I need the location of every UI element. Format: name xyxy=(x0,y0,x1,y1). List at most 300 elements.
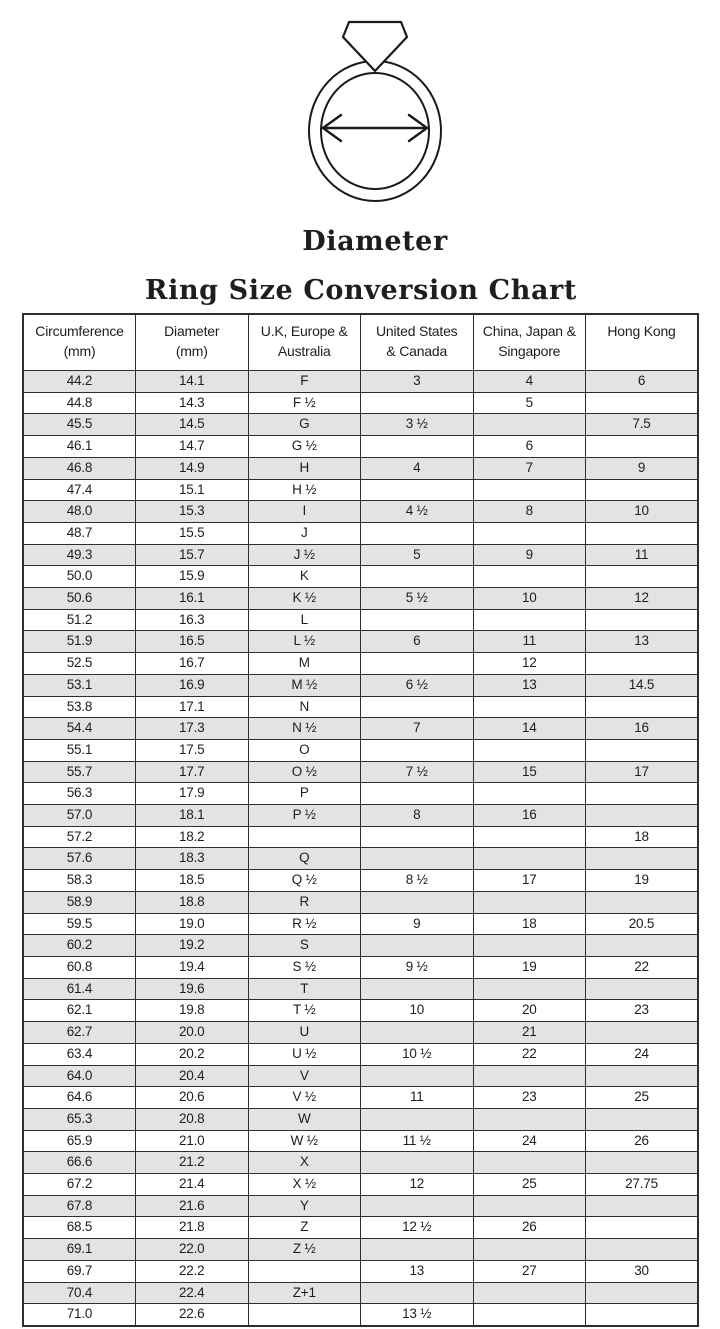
cell: 19.6 xyxy=(136,978,249,1000)
cell: 5 ½ xyxy=(361,588,474,610)
cell: 18.2 xyxy=(136,826,249,848)
cell: 14.3 xyxy=(136,392,249,414)
cell: K ½ xyxy=(248,588,361,610)
table-row xyxy=(23,1195,698,1217)
table-row xyxy=(23,1260,698,1282)
cell xyxy=(473,1065,586,1087)
cell xyxy=(586,848,699,870)
cell xyxy=(586,609,699,631)
cell xyxy=(361,1282,474,1304)
cell: 14.5 xyxy=(586,674,699,696)
cell: 18.1 xyxy=(136,805,249,827)
cell: 4 ½ xyxy=(361,501,474,523)
cell: 58.3 xyxy=(23,870,136,892)
table-row xyxy=(23,739,698,761)
cell: 20.4 xyxy=(136,1065,249,1087)
table-row xyxy=(23,891,698,913)
cell: 19 xyxy=(473,956,586,978)
cell: L ½ xyxy=(248,631,361,653)
cell xyxy=(473,848,586,870)
cell: 64.6 xyxy=(23,1087,136,1109)
cell: 68.5 xyxy=(23,1217,136,1239)
cell: 4 xyxy=(361,457,474,479)
cell: 60.8 xyxy=(23,956,136,978)
cell: P ½ xyxy=(248,805,361,827)
table-row xyxy=(23,1000,698,1022)
cell: 66.6 xyxy=(23,1152,136,1174)
cell: 23 xyxy=(473,1087,586,1109)
cell: 48.0 xyxy=(23,501,136,523)
cell: 11 ½ xyxy=(361,1130,474,1152)
cell: 10 xyxy=(586,501,699,523)
cell xyxy=(586,1282,699,1304)
cell: 6 xyxy=(473,436,586,458)
cell xyxy=(361,653,474,675)
cell: 8 xyxy=(473,501,586,523)
cell: H ½ xyxy=(248,479,361,501)
cell: 64.0 xyxy=(23,1065,136,1087)
cell: 10 xyxy=(361,1000,474,1022)
cell: 16 xyxy=(586,718,699,740)
cell: 20 xyxy=(473,1000,586,1022)
cell xyxy=(248,1260,361,1282)
cell: 7 xyxy=(473,457,586,479)
cell xyxy=(586,1065,699,1087)
cell: F xyxy=(248,371,361,393)
cell xyxy=(586,1022,699,1044)
cell: V ½ xyxy=(248,1087,361,1109)
cell: 13 xyxy=(361,1260,474,1282)
cell: 14.1 xyxy=(136,371,249,393)
cell: 67.8 xyxy=(23,1195,136,1217)
table-row xyxy=(23,1065,698,1087)
cell xyxy=(586,522,699,544)
cell: 46.1 xyxy=(23,436,136,458)
cell: 20.0 xyxy=(136,1022,249,1044)
table-row xyxy=(23,870,698,892)
cell: Z+1 xyxy=(248,1282,361,1304)
table-header xyxy=(23,314,698,371)
cell xyxy=(248,826,361,848)
table-row xyxy=(23,1130,698,1152)
cell: 54.4 xyxy=(23,718,136,740)
cell: 20.6 xyxy=(136,1087,249,1109)
cell xyxy=(361,978,474,1000)
cell: 4 xyxy=(473,371,586,393)
cell: 18.3 xyxy=(136,848,249,870)
cell: 51.2 xyxy=(23,609,136,631)
table-row xyxy=(23,457,698,479)
cell: 9 xyxy=(586,457,699,479)
cell: 18.8 xyxy=(136,891,249,913)
cell xyxy=(473,522,586,544)
cell: W ½ xyxy=(248,1130,361,1152)
table-row xyxy=(23,1239,698,1261)
table-row xyxy=(23,783,698,805)
cell: 63.4 xyxy=(23,1043,136,1065)
cell: 12 xyxy=(586,588,699,610)
cell xyxy=(473,891,586,913)
cell: 11 xyxy=(586,544,699,566)
cell xyxy=(361,1152,474,1174)
cell: 12 ½ xyxy=(361,1217,474,1239)
cell: 19 xyxy=(586,870,699,892)
cell xyxy=(361,826,474,848)
cell: 18.5 xyxy=(136,870,249,892)
cell xyxy=(473,1304,586,1326)
cell xyxy=(361,1065,474,1087)
cell xyxy=(586,696,699,718)
cell: 49.3 xyxy=(23,544,136,566)
cell: 25 xyxy=(586,1087,699,1109)
cell: F ½ xyxy=(248,392,361,414)
cell: 50.6 xyxy=(23,588,136,610)
column-header: Hong Kong xyxy=(586,314,699,371)
conversion-table xyxy=(22,313,699,1327)
table-row xyxy=(23,371,698,393)
cell: T ½ xyxy=(248,1000,361,1022)
cell xyxy=(586,739,699,761)
ring-size-table xyxy=(22,313,699,1327)
cell: U ½ xyxy=(248,1043,361,1065)
table-row xyxy=(23,935,698,957)
cell xyxy=(473,1239,586,1261)
cell xyxy=(586,1152,699,1174)
cell: 17.3 xyxy=(136,718,249,740)
cell: M ½ xyxy=(248,674,361,696)
cell: 30 xyxy=(586,1260,699,1282)
cell: U xyxy=(248,1022,361,1044)
cell xyxy=(586,566,699,588)
cell: 14.9 xyxy=(136,457,249,479)
cell xyxy=(361,1108,474,1130)
cell: 19.0 xyxy=(136,913,249,935)
cell: 15.3 xyxy=(136,501,249,523)
cell: 12 xyxy=(361,1174,474,1196)
table-row xyxy=(23,718,698,740)
cell xyxy=(586,479,699,501)
cell: 21.2 xyxy=(136,1152,249,1174)
cell xyxy=(473,1108,586,1130)
cell: 20.8 xyxy=(136,1108,249,1130)
table-row xyxy=(23,392,698,414)
cell: 67.2 xyxy=(23,1174,136,1196)
diameter-arrow-icon xyxy=(323,115,427,141)
table-row xyxy=(23,805,698,827)
cell: 44.8 xyxy=(23,392,136,414)
table-row xyxy=(23,848,698,870)
cell: S ½ xyxy=(248,956,361,978)
cell: 9 xyxy=(473,544,586,566)
cell xyxy=(586,653,699,675)
cell xyxy=(473,414,586,436)
cell: X xyxy=(248,1152,361,1174)
cell: 6 xyxy=(586,371,699,393)
cell: 69.7 xyxy=(23,1260,136,1282)
cell xyxy=(586,935,699,957)
cell: L xyxy=(248,609,361,631)
cell: 19.8 xyxy=(136,1000,249,1022)
cell: 62.1 xyxy=(23,1000,136,1022)
cell: 45.5 xyxy=(23,414,136,436)
cell: 14.5 xyxy=(136,414,249,436)
cell: K xyxy=(248,566,361,588)
table-row xyxy=(23,522,698,544)
table-row xyxy=(23,414,698,436)
cell: 3 xyxy=(361,371,474,393)
cell: 57.2 xyxy=(23,826,136,848)
cell: 21.8 xyxy=(136,1217,249,1239)
cell: Y xyxy=(248,1195,361,1217)
cell: 17.1 xyxy=(136,696,249,718)
cell: J ½ xyxy=(248,544,361,566)
cell: 24 xyxy=(586,1043,699,1065)
cell: X ½ xyxy=(248,1174,361,1196)
cell: 46.8 xyxy=(23,457,136,479)
cell: 61.4 xyxy=(23,978,136,1000)
cell: 71.0 xyxy=(23,1304,136,1326)
cell: 44.2 xyxy=(23,371,136,393)
cell xyxy=(361,1239,474,1261)
cell xyxy=(586,1239,699,1261)
column-header: Diameter (mm) xyxy=(136,314,249,371)
cell: 5 xyxy=(473,392,586,414)
cell: 51.9 xyxy=(23,631,136,653)
cell: 53.1 xyxy=(23,674,136,696)
cell xyxy=(473,739,586,761)
cell xyxy=(361,436,474,458)
cell: T xyxy=(248,978,361,1000)
cell xyxy=(361,392,474,414)
cell: 13 xyxy=(473,674,586,696)
cell: 16.1 xyxy=(136,588,249,610)
cell: 55.1 xyxy=(23,739,136,761)
table-row xyxy=(23,1217,698,1239)
cell: 65.9 xyxy=(23,1130,136,1152)
cell: Z ½ xyxy=(248,1239,361,1261)
cell: 14.7 xyxy=(136,436,249,458)
cell xyxy=(473,479,586,501)
cell: 13 xyxy=(586,631,699,653)
table-row xyxy=(23,674,698,696)
cell xyxy=(248,1304,361,1326)
cell: 7 ½ xyxy=(361,761,474,783)
cell: 23 xyxy=(586,1000,699,1022)
cell: 27 xyxy=(473,1260,586,1282)
column-header: United States & Canada xyxy=(361,314,474,371)
cell: 60.2 xyxy=(23,935,136,957)
cell: 13 ½ xyxy=(361,1304,474,1326)
cell: 25 xyxy=(473,1174,586,1196)
cell xyxy=(361,891,474,913)
cell: 22 xyxy=(586,956,699,978)
cell xyxy=(361,783,474,805)
cell xyxy=(361,479,474,501)
diameter-caption: Diameter xyxy=(302,226,448,257)
cell: 17 xyxy=(586,761,699,783)
cell: O ½ xyxy=(248,761,361,783)
cell xyxy=(361,848,474,870)
table-row xyxy=(23,631,698,653)
cell: Z xyxy=(248,1217,361,1239)
cell: 15.5 xyxy=(136,522,249,544)
cell xyxy=(586,1217,699,1239)
table-row xyxy=(23,826,698,848)
table-row xyxy=(23,544,698,566)
cell xyxy=(586,783,699,805)
table-row xyxy=(23,696,698,718)
cell xyxy=(586,891,699,913)
cell xyxy=(473,935,586,957)
cell xyxy=(361,1195,474,1217)
cell: 20.5 xyxy=(586,913,699,935)
cell: 7 xyxy=(361,718,474,740)
cell: 11 xyxy=(361,1087,474,1109)
cell: 50.0 xyxy=(23,566,136,588)
cell: 12 xyxy=(473,653,586,675)
cell: 53.8 xyxy=(23,696,136,718)
cell xyxy=(361,935,474,957)
cell xyxy=(473,1195,586,1217)
cell: S xyxy=(248,935,361,957)
cell: 10 ½ xyxy=(361,1043,474,1065)
cell xyxy=(361,609,474,631)
cell: 62.7 xyxy=(23,1022,136,1044)
cell: 16 xyxy=(473,805,586,827)
cell: 26 xyxy=(586,1130,699,1152)
column-header: China, Japan & Singapore xyxy=(473,314,586,371)
cell: 7.5 xyxy=(586,414,699,436)
cell: 16.5 xyxy=(136,631,249,653)
cell: 22.0 xyxy=(136,1239,249,1261)
diamond-icon xyxy=(343,22,407,71)
cell: 9 xyxy=(361,913,474,935)
cell: 11 xyxy=(473,631,586,653)
cell: 48.7 xyxy=(23,522,136,544)
cell: 16.9 xyxy=(136,674,249,696)
cell: 21.6 xyxy=(136,1195,249,1217)
cell: 22.4 xyxy=(136,1282,249,1304)
cell: 15.1 xyxy=(136,479,249,501)
cell: P xyxy=(248,783,361,805)
table-row xyxy=(23,653,698,675)
cell: 57.6 xyxy=(23,848,136,870)
cell: R xyxy=(248,891,361,913)
cell: 55.7 xyxy=(23,761,136,783)
cell xyxy=(473,1152,586,1174)
cell: 14 xyxy=(473,718,586,740)
cell: G xyxy=(248,414,361,436)
cell: 26 xyxy=(473,1217,586,1239)
table-row xyxy=(23,1152,698,1174)
cell xyxy=(586,436,699,458)
cell: 21 xyxy=(473,1022,586,1044)
table-row xyxy=(23,1304,698,1326)
cell xyxy=(586,805,699,827)
cell: 15.9 xyxy=(136,566,249,588)
cell: V xyxy=(248,1065,361,1087)
cell: 17.5 xyxy=(136,739,249,761)
cell: 22.2 xyxy=(136,1260,249,1282)
table-row xyxy=(23,436,698,458)
cell: N xyxy=(248,696,361,718)
cell: J xyxy=(248,522,361,544)
cell: R ½ xyxy=(248,913,361,935)
header-row xyxy=(23,314,698,371)
cell: 6 xyxy=(361,631,474,653)
table-row xyxy=(23,1174,698,1196)
cell xyxy=(361,696,474,718)
cell: H xyxy=(248,457,361,479)
cell: O xyxy=(248,739,361,761)
table-row xyxy=(23,978,698,1000)
cell: N ½ xyxy=(248,718,361,740)
cell xyxy=(586,392,699,414)
cell: 16.7 xyxy=(136,653,249,675)
table-body xyxy=(23,371,698,1326)
cell xyxy=(473,566,586,588)
cell: 58.9 xyxy=(23,891,136,913)
table-row xyxy=(23,956,698,978)
cell: 10 xyxy=(473,588,586,610)
cell: 9 ½ xyxy=(361,956,474,978)
table-row xyxy=(23,566,698,588)
cell xyxy=(586,1304,699,1326)
table-row xyxy=(23,1043,698,1065)
table-row xyxy=(23,501,698,523)
cell: 18 xyxy=(586,826,699,848)
cell xyxy=(361,522,474,544)
cell: 19.4 xyxy=(136,956,249,978)
cell: 3 ½ xyxy=(361,414,474,436)
table-row xyxy=(23,1022,698,1044)
cell: 24 xyxy=(473,1130,586,1152)
cell: 59.5 xyxy=(23,913,136,935)
ring-diameter-diagram xyxy=(298,12,452,212)
cell xyxy=(473,696,586,718)
cell: 52.5 xyxy=(23,653,136,675)
cell xyxy=(473,1282,586,1304)
cell: 17.9 xyxy=(136,783,249,805)
table-row xyxy=(23,1087,698,1109)
cell: M xyxy=(248,653,361,675)
cell: 69.1 xyxy=(23,1239,136,1261)
cell xyxy=(473,609,586,631)
cell: 16.3 xyxy=(136,609,249,631)
cell: Q xyxy=(248,848,361,870)
table-row xyxy=(23,1108,698,1130)
cell: 6 ½ xyxy=(361,674,474,696)
page-title: Ring Size Conversion Chart xyxy=(145,275,577,306)
table-row xyxy=(23,609,698,631)
cell: 56.3 xyxy=(23,783,136,805)
cell xyxy=(586,978,699,1000)
cell: 47.4 xyxy=(23,479,136,501)
table-row xyxy=(23,588,698,610)
column-header: U.K, Europe & Australia xyxy=(248,314,361,371)
cell: 5 xyxy=(361,544,474,566)
cell: 8 ½ xyxy=(361,870,474,892)
cell xyxy=(473,978,586,1000)
cell xyxy=(586,1195,699,1217)
cell xyxy=(361,566,474,588)
column-header: Circumference (mm) xyxy=(23,314,136,371)
cell: 70.4 xyxy=(23,1282,136,1304)
cell: 17 xyxy=(473,870,586,892)
cell xyxy=(473,826,586,848)
cell: 18 xyxy=(473,913,586,935)
cell: Q ½ xyxy=(248,870,361,892)
